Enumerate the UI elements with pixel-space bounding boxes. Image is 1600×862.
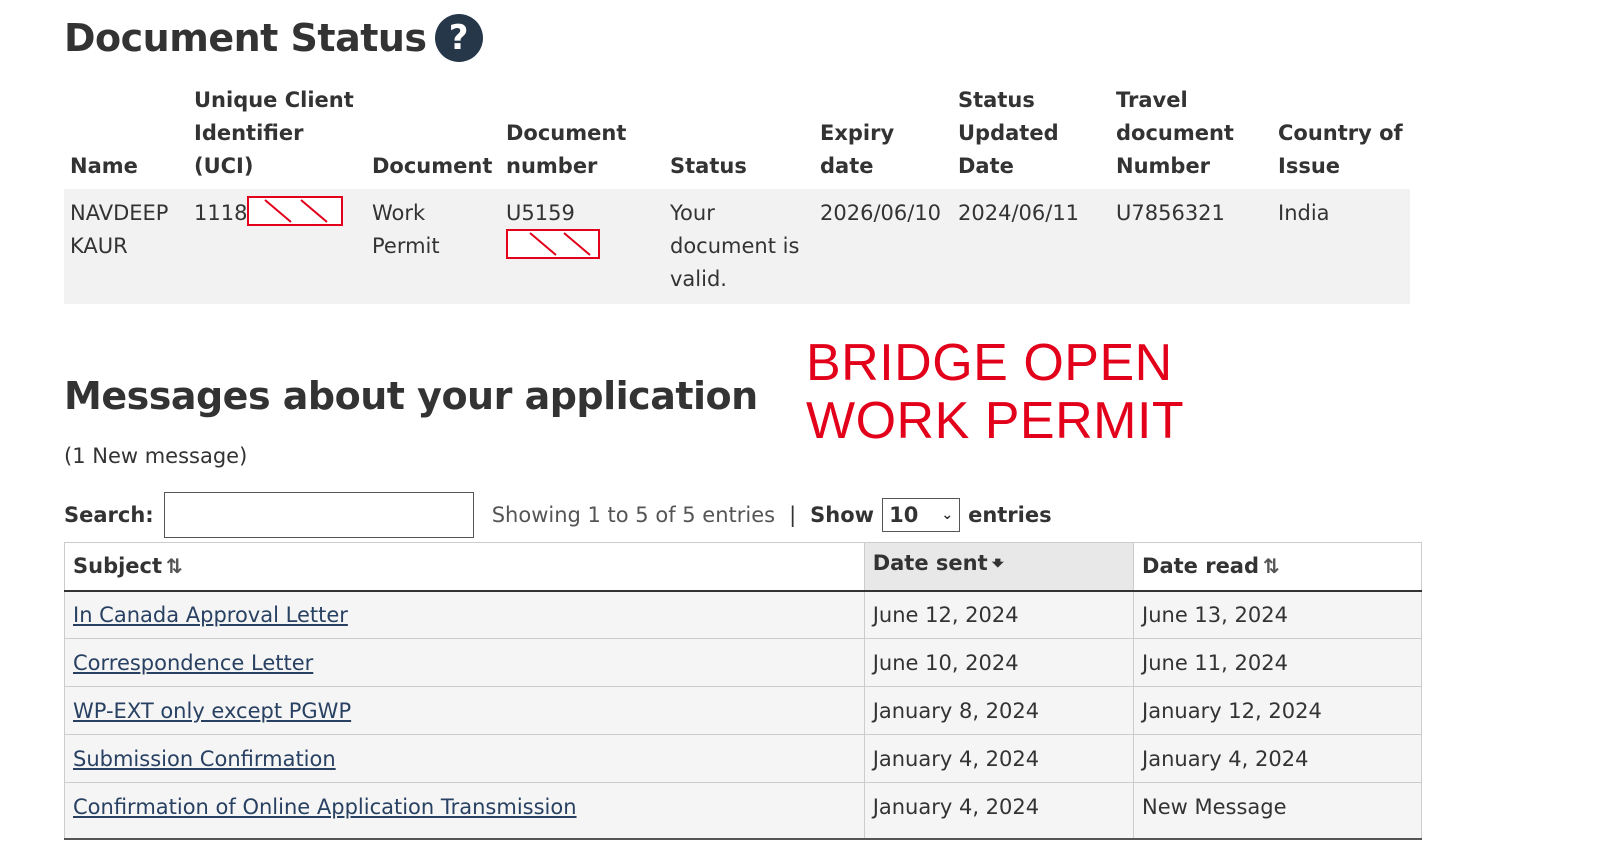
column-date-sent[interactable] bbox=[864, 543, 1133, 591]
sort-down-icon: 🠻 bbox=[991, 551, 1004, 576]
cell-date-read: January 12, 2024 bbox=[1134, 687, 1422, 735]
cell-subject bbox=[65, 687, 865, 735]
cell-subject bbox=[65, 783, 865, 839]
header-country: Country of Issue bbox=[1278, 121, 1403, 178]
header-status-updated: Status Updated Date bbox=[958, 88, 1059, 178]
document-status-table bbox=[64, 84, 1410, 304]
header-document-number: Document number bbox=[506, 121, 627, 178]
page-title: Document Status bbox=[64, 16, 427, 60]
entries-select-value: 10 bbox=[889, 503, 919, 527]
search-label: Search: bbox=[64, 503, 154, 527]
document-number-visible: U5159 bbox=[506, 201, 575, 225]
message-link[interactable]: Submission Confirmation bbox=[73, 746, 336, 771]
message-link[interactable]: Correspondence Letter bbox=[73, 650, 314, 675]
cell-uci bbox=[188, 189, 366, 304]
table-controls bbox=[64, 492, 1052, 538]
entries-label: entries bbox=[968, 503, 1052, 527]
overlay-annotation bbox=[806, 334, 1184, 450]
cell-subject bbox=[65, 591, 865, 639]
cell-date-sent: January 8, 2024 bbox=[864, 687, 1133, 735]
new-message-count: (1 New message) bbox=[64, 444, 248, 468]
cell-status-updated: 2024/06/11 bbox=[952, 189, 1110, 304]
table-row bbox=[65, 735, 1422, 783]
table-row bbox=[65, 591, 1422, 639]
overlay-line-2: WORK PERMIT bbox=[806, 392, 1185, 450]
overlay-line-1: BRIDGE OPEN bbox=[806, 334, 1173, 392]
status-table-row bbox=[64, 189, 1410, 304]
messages-header-row bbox=[65, 543, 1422, 591]
cell-date-read: June 11, 2024 bbox=[1134, 639, 1422, 687]
redaction-box bbox=[247, 196, 343, 226]
document-status-header bbox=[64, 14, 483, 62]
cell-date-sent: June 10, 2024 bbox=[864, 639, 1133, 687]
cell-name: NAVDEEP KAUR bbox=[64, 189, 188, 304]
header-document: Document bbox=[372, 154, 493, 178]
search-input[interactable] bbox=[164, 492, 474, 538]
messages-title: Messages about your application bbox=[64, 374, 758, 418]
column-date-sent-label: Date sent bbox=[872, 551, 988, 576]
table-row bbox=[65, 687, 1422, 735]
header-uci: Unique Client Identifier (UCI) bbox=[194, 88, 354, 178]
cell-document-number bbox=[500, 189, 664, 304]
cell-expiry-date: 2026/06/10 bbox=[814, 189, 952, 304]
messages-table bbox=[64, 542, 1422, 840]
column-date-read[interactable] bbox=[1134, 543, 1422, 591]
table-row bbox=[65, 639, 1422, 687]
cell-date-sent: January 4, 2024 bbox=[864, 735, 1133, 783]
column-subject-label: Subject bbox=[73, 554, 163, 579]
cell-date-read: New Message bbox=[1134, 783, 1422, 839]
cell-subject bbox=[65, 639, 865, 687]
cell-document: Work Permit bbox=[366, 189, 500, 304]
entries-select[interactable] bbox=[882, 498, 960, 532]
column-date-read-label: Date read bbox=[1142, 554, 1260, 579]
cell-country: India bbox=[1272, 189, 1410, 304]
cell-date-read: January 4, 2024 bbox=[1134, 735, 1422, 783]
redaction-box bbox=[506, 229, 600, 259]
cell-travel-doc-number: U7856321 bbox=[1110, 189, 1272, 304]
help-icon[interactable]: ? bbox=[435, 14, 483, 62]
cell-status: Your document is valid. bbox=[664, 189, 814, 304]
uci-visible: 1118 bbox=[194, 201, 248, 225]
message-link[interactable]: WP-EXT only except PGWP bbox=[73, 698, 352, 723]
table-row bbox=[65, 783, 1422, 839]
header-expiry-date: Expiry date bbox=[820, 121, 895, 178]
chevron-down-icon: ⌄ bbox=[941, 507, 954, 523]
header-status: Status bbox=[670, 154, 747, 178]
message-link[interactable]: Confirmation of Online Application Transmission bbox=[73, 795, 577, 820]
show-label: Show bbox=[810, 503, 875, 527]
column-subject[interactable] bbox=[65, 543, 865, 591]
cell-date-sent: June 12, 2024 bbox=[864, 591, 1133, 639]
showing-entries-text: Showing 1 to 5 of 5 entries bbox=[491, 503, 776, 527]
separator: | bbox=[789, 503, 797, 527]
cell-subject bbox=[65, 735, 865, 783]
cell-date-read: June 13, 2024 bbox=[1134, 591, 1422, 639]
status-table-header-row bbox=[64, 84, 1410, 189]
header-travel-doc-number: Travel document Number bbox=[1116, 88, 1234, 178]
cell-date-sent: January 4, 2024 bbox=[864, 783, 1133, 839]
sort-both-icon: ⇅ bbox=[166, 554, 183, 579]
message-link[interactable]: In Canada Approval Letter bbox=[73, 602, 348, 627]
sort-both-icon: ⇅ bbox=[1263, 554, 1280, 579]
header-name: Name bbox=[70, 154, 138, 178]
